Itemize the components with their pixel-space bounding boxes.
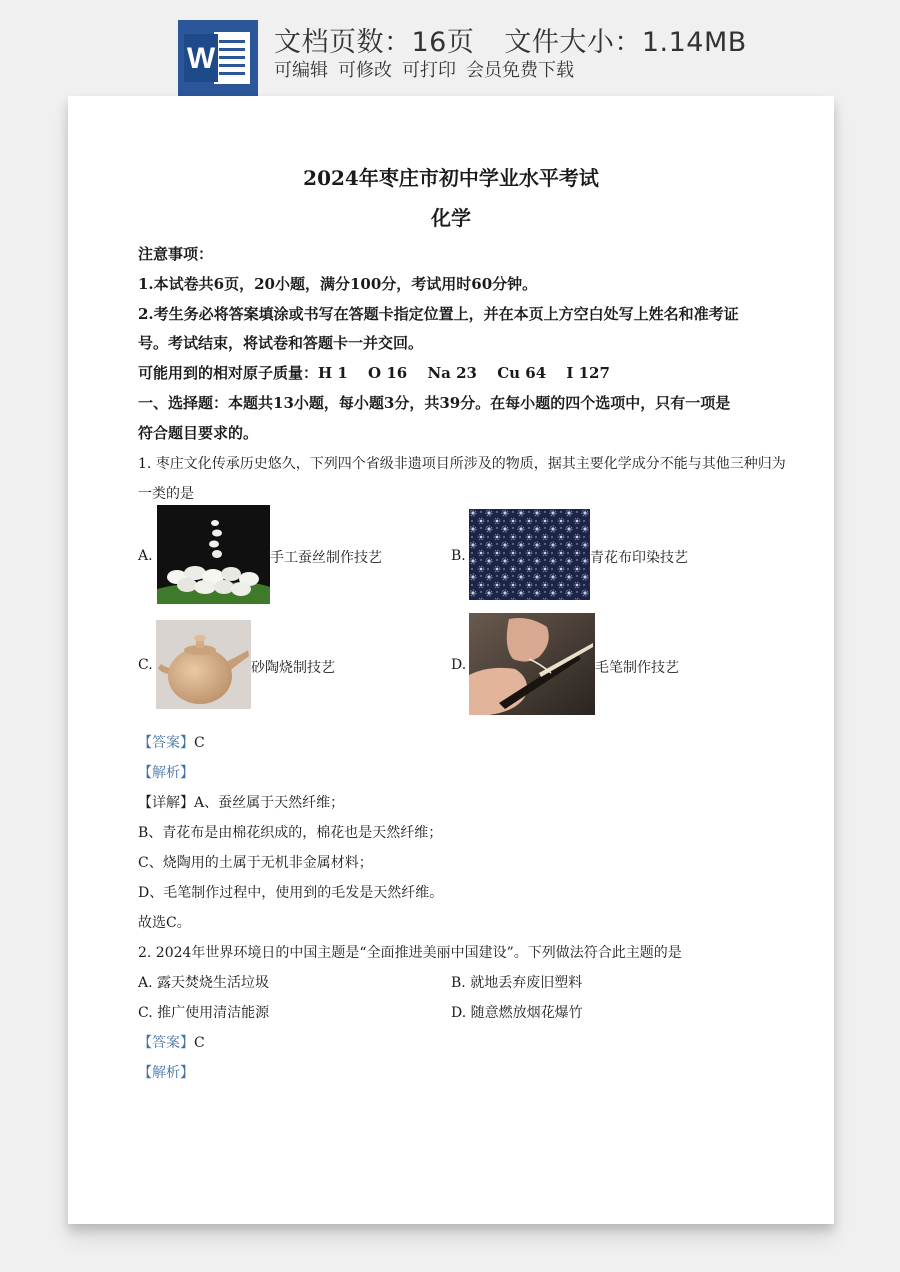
- q2-option-c-letter: C.: [138, 1005, 153, 1021]
- q1-conclusion: 故选C。: [138, 915, 191, 931]
- notice-heading: 注意事项：: [138, 245, 214, 263]
- q2-option-c: [138, 1002, 269, 1022]
- q2-option-b: [451, 972, 582, 992]
- feature-member-download: 会员免费下载: [466, 60, 574, 81]
- feature-editable: 可编辑: [274, 60, 328, 81]
- option-a-text: 手工蚕丝制作技艺: [270, 550, 382, 566]
- q2-answer-label: 【答案】: [138, 1035, 194, 1051]
- option-b-text: 青花布印染技艺: [590, 550, 688, 566]
- q2-option-d: [451, 1002, 583, 1022]
- q2-answer: [138, 1032, 205, 1052]
- q2-option-b-text: 就地丢弃废旧塑料: [470, 975, 583, 991]
- notice-item-2-cont: 号。考试结束，将试卷和答题卡一并交回。: [138, 334, 424, 352]
- q1-analysis-label: 【解析】: [138, 765, 194, 781]
- detail-label: 【详解】: [138, 795, 194, 811]
- q1-answer: [138, 732, 205, 752]
- q2-analysis-label: 【解析】: [138, 1065, 194, 1081]
- question-1-stem: 1. 枣庄文化传承历史悠久，下列四个省级非遗项目所涉及的物质，据其主要化学成分不能与其他三种归为: [138, 456, 786, 472]
- section-heading: 一、选择题：本题共13小题，每小题3分，共39分。在每小题的四个选项中，只有一项是: [138, 394, 731, 412]
- option-d-letter: D.: [451, 657, 467, 673]
- brush-making-image: [469, 613, 595, 715]
- blue-print-cloth-image: [469, 509, 590, 600]
- exam-title: 2024年枣庄市初中学业水平考试: [303, 166, 599, 190]
- question-2-stem: 2. 2024年世界环境日的中国主题是“全面推进美丽中国建设”。下列做法符合此主题的是: [138, 945, 682, 961]
- notice-item-1: 1.本试卷共6页，20小题，满分100分，考试用时60分钟。: [138, 275, 538, 293]
- option-d-text: 毛笔制作技艺: [595, 660, 679, 676]
- file-info: [274, 20, 747, 59]
- file-features: [274, 56, 584, 82]
- notice-item-2: 2.考生务必将答案填涂或书写在答题卡指定位置上，并在本页上方空白处写上姓名和准考证: [138, 305, 739, 323]
- option-b-letter: B.: [451, 548, 466, 564]
- option-c-text: 砂陶烧制技艺: [251, 660, 335, 676]
- q1-detail-line-3: C、烧陶用的土属于无机非金属材料；: [138, 855, 373, 871]
- q2-option-a-letter: A.: [138, 975, 153, 991]
- feature-modifiable: 可修改: [338, 60, 392, 81]
- atomic-masses: 可能用到的相对原子质量：H 1 O 16 Na 23 Cu 64 I 127: [138, 364, 610, 382]
- file-size: 文件大小：1.14MB: [504, 27, 747, 58]
- q1-detail-line-2: B、青花布是由棉花织成的，棉花也是天然纤维；: [138, 825, 443, 841]
- detail-text: A、蚕丝属于天然纤维；: [194, 795, 345, 811]
- page-count: 文档页数：16页: [274, 27, 475, 58]
- feature-printable: 可打印: [402, 60, 456, 81]
- q2-answer-value: C: [194, 1035, 205, 1051]
- q2-option-a: [138, 972, 269, 992]
- answer-value: C: [194, 735, 205, 751]
- section-heading-cont: 符合题目要求的。: [138, 424, 259, 442]
- word-document-icon: [178, 20, 258, 96]
- q2-option-d-letter: D.: [451, 1005, 467, 1021]
- q2-option-b-letter: B.: [451, 975, 466, 991]
- q2-option-d-text: 随意燃放烟花爆竹: [470, 1005, 583, 1021]
- option-a-letter: A.: [138, 548, 153, 564]
- clay-pot-image: [156, 620, 251, 709]
- exam-subject: 化学: [431, 206, 471, 230]
- download-banner: [0, 0, 900, 96]
- q2-option-a-text: 露天焚烧生活垃圾: [157, 975, 270, 991]
- question-1-stem-cont: 一类的是: [138, 486, 194, 502]
- q1-detail-line-1: [138, 792, 344, 812]
- document-page: [68, 96, 834, 1224]
- word-icon-letter: W: [186, 42, 216, 75]
- option-c-letter: C.: [138, 657, 153, 673]
- silk-cocoons-image: [157, 505, 270, 604]
- q2-option-c-text: 推广使用清洁能源: [157, 1005, 270, 1021]
- q1-detail-line-4: D、毛笔制作过程中，使用到的毛发是天然纤维。: [138, 885, 444, 901]
- answer-label: 【答案】: [138, 735, 194, 751]
